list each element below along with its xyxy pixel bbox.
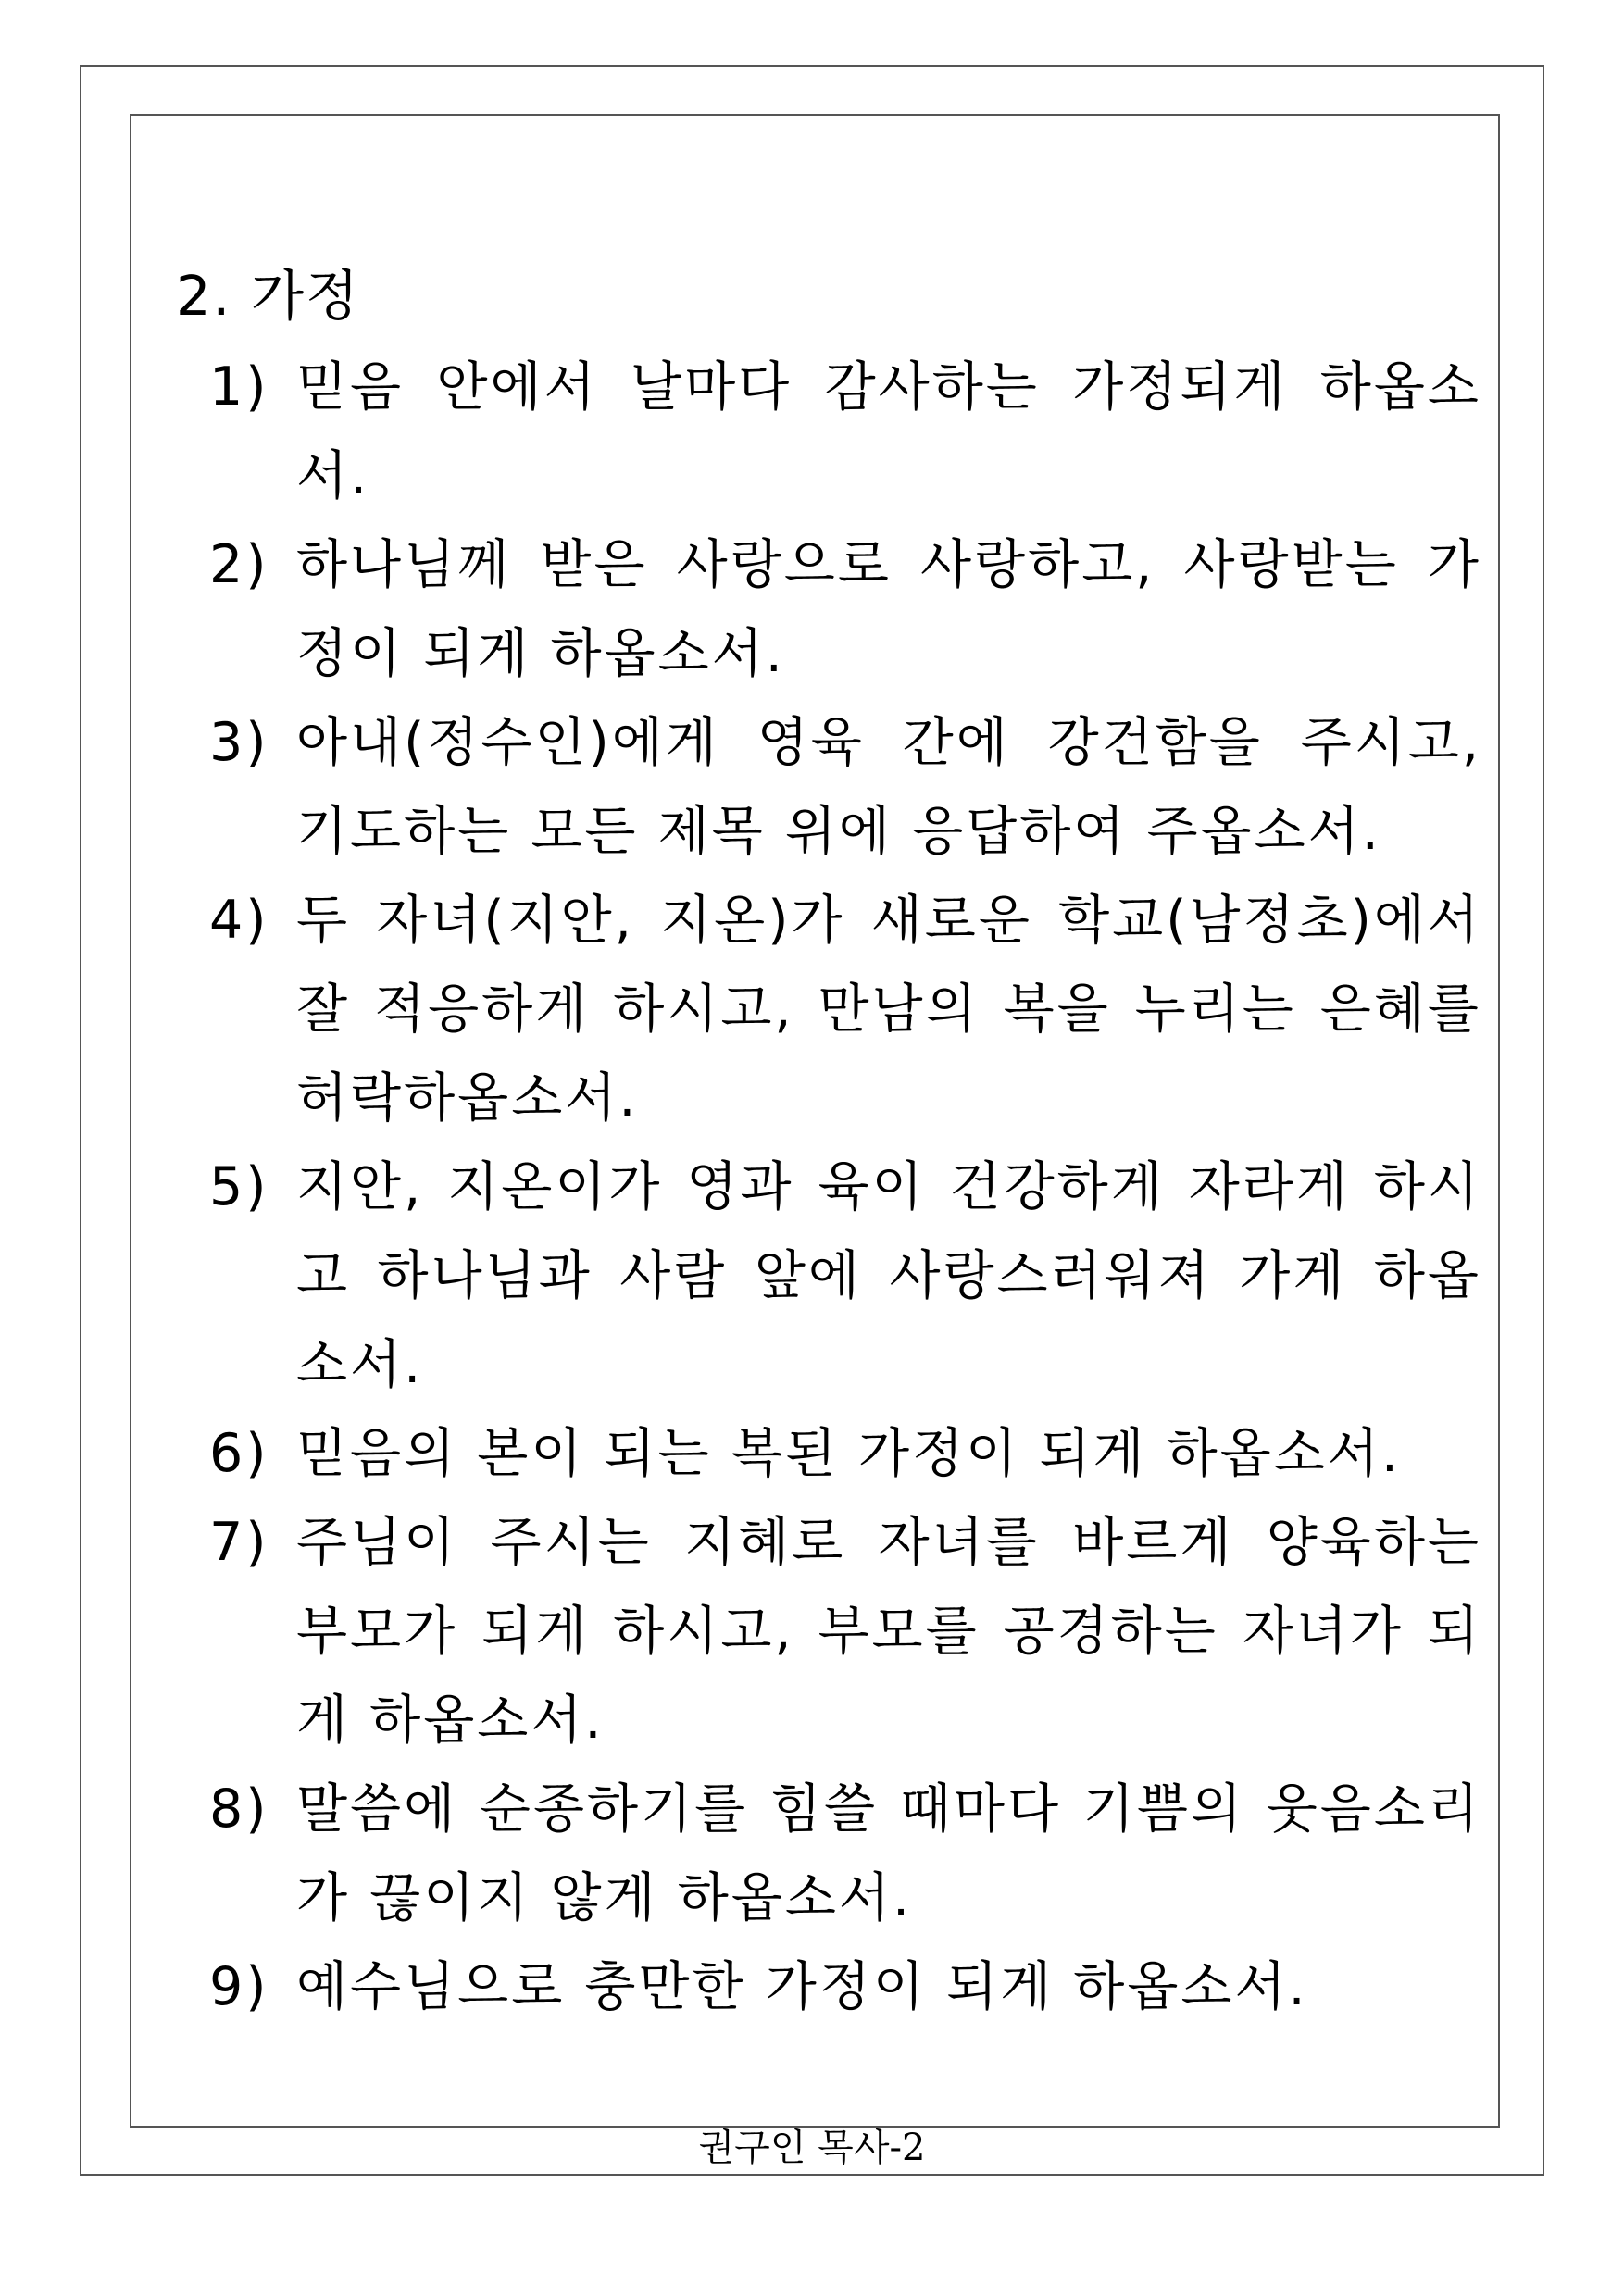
prayer-item-8 xyxy=(176,1765,1481,1942)
prayer-item-7 xyxy=(176,1498,1481,1765)
prayer-item-9 xyxy=(176,1942,1481,2031)
item-text: 예수님으로 충만한 가정이 되게 하옵소서. xyxy=(296,1956,1308,2017)
item-text: 주님이 주시는 지혜로 자녀를 바르게 양육하는 부모가 되게 하시고, 부모를 공경하는 자녀가 되게 하옵소서. xyxy=(296,1512,1481,1751)
prayer-item-2 xyxy=(176,520,1481,698)
item-text: 아내(정수인)에게 영육 간에 강건함을 주시고, 기도하는 모든 제목 위에 응답하여 주옵소서. xyxy=(296,712,1481,862)
item-number: 7) xyxy=(209,1512,269,1573)
item-text: 하나님께 받은 사랑으로 사랑하고, 사랑받는 가정이 되게 하옵소서. xyxy=(296,534,1481,684)
section-title: 2. 가정 xyxy=(176,264,361,328)
item-text: 믿음 안에서 날마다 감사하는 가정되게 하옵소서. xyxy=(296,356,1481,506)
item-number: 5) xyxy=(209,1156,269,1217)
item-number: 8) xyxy=(209,1778,269,1840)
item-text: 두 자녀(지안, 지온)가 새로운 학교(남정초)에서 잘 적응하게 하시고, 만남의 복을 누리는 은혜를 허락하옵소서. xyxy=(296,890,1481,1129)
item-text: 말씀에 순종하기를 힘쓸 때마다 기쁨의 웃음소리가 끊이지 않게 하옵소서. xyxy=(296,1778,1481,1928)
prayer-item-6 xyxy=(176,1409,1481,1498)
prayer-list xyxy=(176,343,1481,2031)
item-number: 6) xyxy=(209,1423,269,1484)
prayer-item-5 xyxy=(176,1142,1481,1409)
item-number: 3) xyxy=(209,712,269,773)
item-number: 1) xyxy=(209,356,269,418)
prayer-item-3 xyxy=(176,698,1481,876)
item-text: 믿음의 본이 되는 복된 가정이 되게 하옵소서. xyxy=(296,1423,1401,1484)
document-body xyxy=(176,250,1481,2031)
item-number: 9) xyxy=(209,1956,269,2017)
prayer-item-4 xyxy=(176,876,1481,1142)
item-text: 지안, 지온이가 영과 육이 건강하게 자라게 하시고 하나님과 사람 앞에 사랑스러워져 가게 하옵소서. xyxy=(296,1156,1481,1395)
item-number: 4) xyxy=(209,890,269,951)
page-footer: 권구인 목사-2 xyxy=(698,2127,926,2169)
item-number: 2) xyxy=(209,534,269,595)
prayer-item-1 xyxy=(176,343,1481,520)
